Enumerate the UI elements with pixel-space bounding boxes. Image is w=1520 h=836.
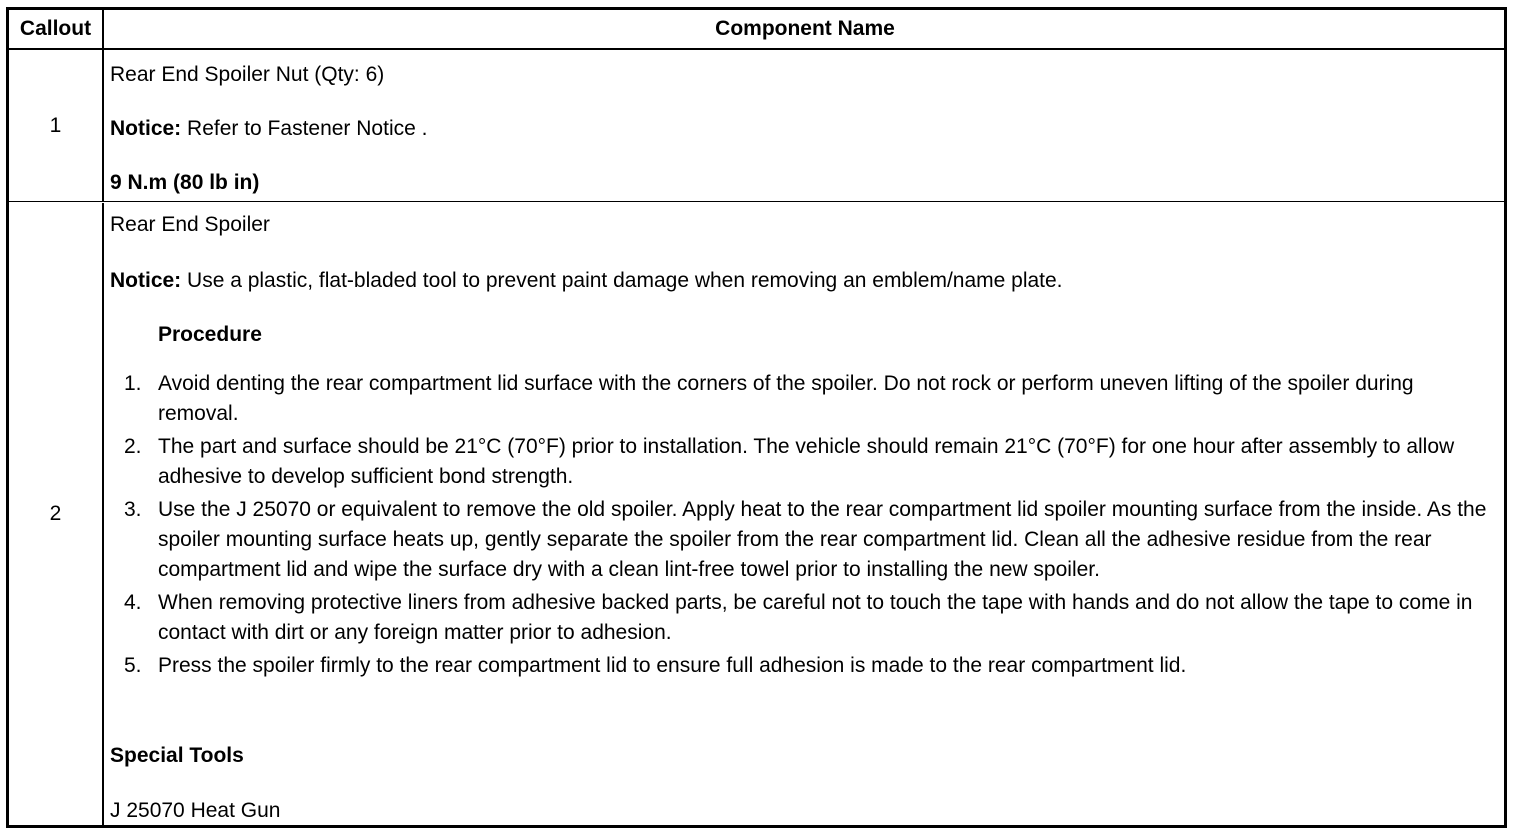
callout-header-cell (9, 10, 104, 48)
step-number: 3. (124, 498, 142, 521)
notice-line (110, 266, 1063, 296)
notice-label: Notice: (110, 269, 182, 292)
step-number: 4. (124, 591, 142, 614)
procedure-step (106, 369, 1498, 429)
procedure-step (106, 495, 1498, 585)
step-text: The part and surface should be 21°C (70°F) prior to installation. The vehicle should remain 21°C (70°F) for one hour after assembly to allow adhesive to develop sufficient bond strength. (158, 435, 1455, 488)
callout-cell (9, 50, 104, 201)
step-number: 1. (124, 372, 142, 395)
torque-spec: 9 N.m (80 lb in) (110, 171, 260, 194)
procedure-step (106, 432, 1498, 492)
procedure-step (106, 588, 1498, 648)
notice-text: Use a plastic, flat-bladed tool to prevent paint damage when removing an emblem/name plate. (181, 269, 1063, 292)
step-text: Avoid denting the rear compartment lid surface with the corners of the spoiler. Do not rock or perform uneven lifting of the spoiler during removal. (158, 372, 1414, 425)
step-text: Press the spoiler firmly to the rear compartment lid to ensure full adhesion is made to the rear compartment lid. (158, 654, 1187, 677)
step-text: Use the J 25070 or equivalent to remove the old spoiler. Apply heat to the rear compartment lid spoiler mounting surface from the inside. As the spoiler mounting surface heats up, gently separate the spoiler from the rear compartment lid. Clean all the adhesive residue from the rear compartment lid and wipe the surface dry with a clean lint-free towel prior to installing the new spoiler. (158, 498, 1487, 581)
callout-number: 1 (49, 113, 62, 137)
callout-column-header: Callout (19, 17, 92, 40)
table-row (9, 50, 1504, 202)
notice-label: Notice: (110, 117, 182, 140)
procedure-step (106, 651, 1498, 681)
table-header-row (9, 10, 1504, 50)
procedure-heading: Procedure (158, 323, 262, 346)
table-row (9, 203, 1504, 825)
callout-number: 2 (49, 502, 62, 525)
special-tool-item: J 25070 Heat Gun (110, 799, 281, 822)
step-text: When removing protective liners from adhesive backed parts, be careful not to touch the tape with hands and do not allow the tape to come in contact with dirt or any foreign matter prior to adhesion. (158, 591, 1473, 644)
component-cell (106, 203, 1504, 825)
callout-cell (9, 203, 104, 825)
special-tools-heading: Special Tools (110, 744, 244, 767)
notice-line (110, 114, 427, 144)
component-name-column-header: Component Name (715, 17, 895, 40)
component-table (6, 7, 1507, 828)
procedure-steps (106, 369, 1498, 684)
component-name-header-cell (106, 10, 1504, 48)
component-title: Rear End Spoiler Nut (Qty: 6) (110, 63, 385, 86)
step-number: 2. (124, 435, 142, 458)
step-number: 5. (124, 654, 142, 677)
component-title: Rear End Spoiler (110, 213, 270, 236)
notice-text: Refer to Fastener Notice . (181, 117, 428, 140)
component-cell (106, 50, 1504, 201)
